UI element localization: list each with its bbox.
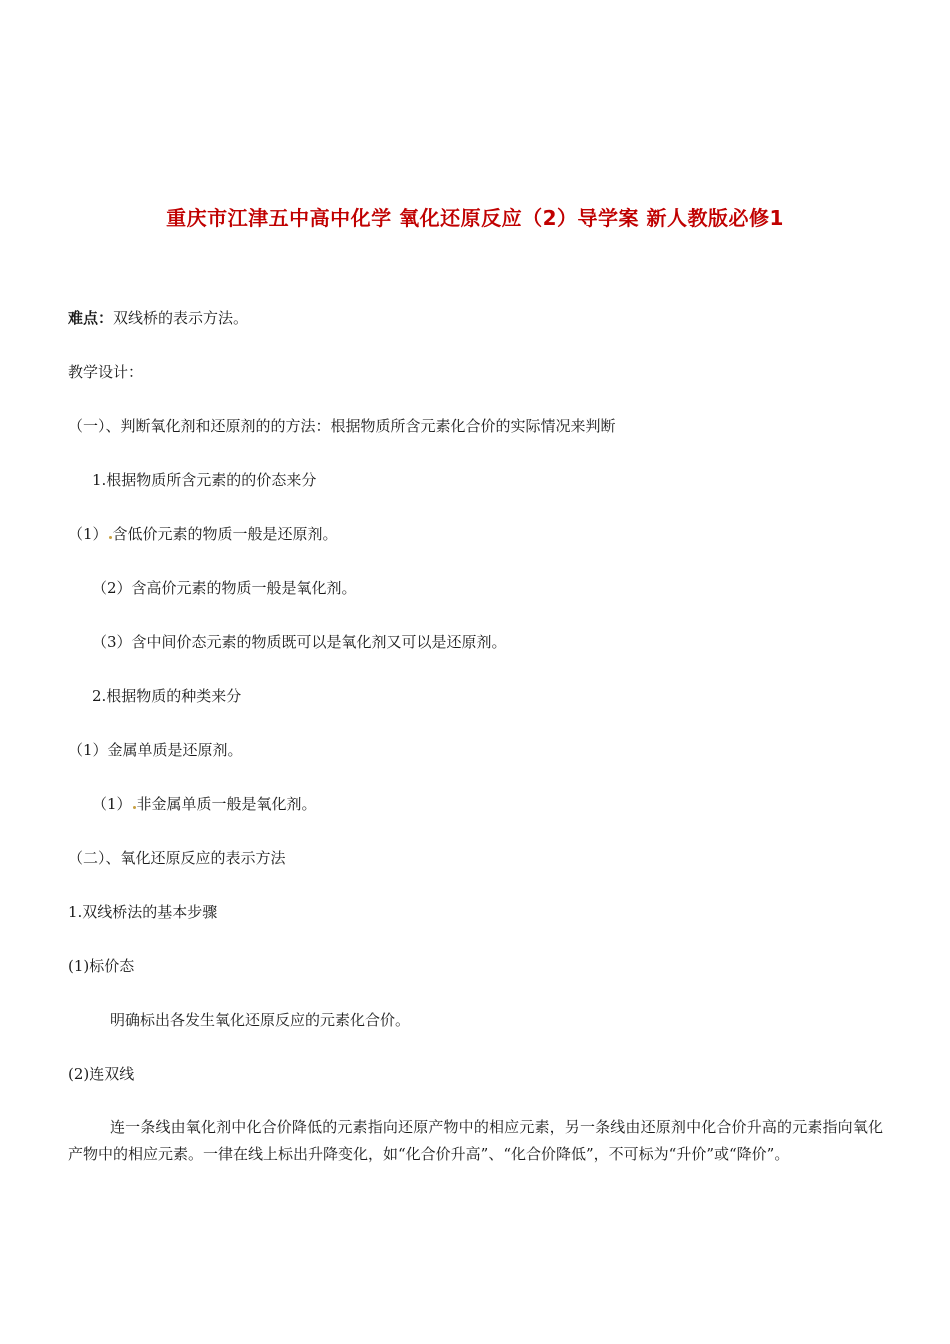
section1-sub2: 2.根据物质的种类来分 [92, 687, 242, 705]
section1-sub1: 1.根据物质所含元素的的价态来分 [92, 471, 317, 489]
section2-step2-desc: 连一条线由氧化剂中化合价降低的元素指向还原产物中的相应元素，另一条线由还原剂中化合价升高的元素指向氧化产物中的相应元素。一律在线上标出升降变化，如“化合价升高”、“化合价降低”，不可标为“升价”或“降价”。 [68, 1118, 883, 1163]
section1-heading: （一）、判断氧化剂和还原剂的的方法：根据物质所含元素化合价的实际情况来判断 [68, 417, 616, 435]
item1-prefix: （1） [68, 525, 108, 543]
section1-item3: （3）含中间价态元素的物质既可以是氧化剂又可以是还原剂。 [92, 633, 507, 651]
section1-item4: （1）金属单质是还原剂。 [68, 741, 243, 759]
section2-sub1: 1.双线桥法的基本步骤 [68, 903, 218, 921]
section2-step1: (1)标价态 [68, 957, 135, 975]
section2-heading: （二）、氧化还原反应的表示方法 [68, 849, 286, 867]
document-title: 重庆市江津五中高中化学 氧化还原反应（2）导学案 新人教版必修1 [166, 206, 784, 230]
section1-item1 [68, 524, 338, 544]
section2-step2: (2)连双线 [68, 1065, 135, 1083]
mark-dot [133, 806, 136, 809]
item5-text: 非金属单质一般是氧化剂。 [136, 795, 317, 813]
section1-item5 [92, 794, 317, 814]
section1-item2: （2）含高价元素的物质一般是氧化剂。 [92, 579, 357, 597]
item1-text: 含低价元素的物质一般是还原剂。 [112, 525, 338, 543]
section2-step1-desc: 明确标出各发生氧化还原反应的元素化合价。 [110, 1011, 411, 1029]
design-label: 教学设计： [68, 363, 144, 381]
difficulty-text: 双线桥的表示方法。 [113, 309, 249, 327]
mark-dot [109, 536, 112, 539]
difficulty-label: 难点： [68, 309, 114, 327]
difficulty-line [68, 308, 248, 328]
item5-prefix: （1） [92, 795, 132, 813]
